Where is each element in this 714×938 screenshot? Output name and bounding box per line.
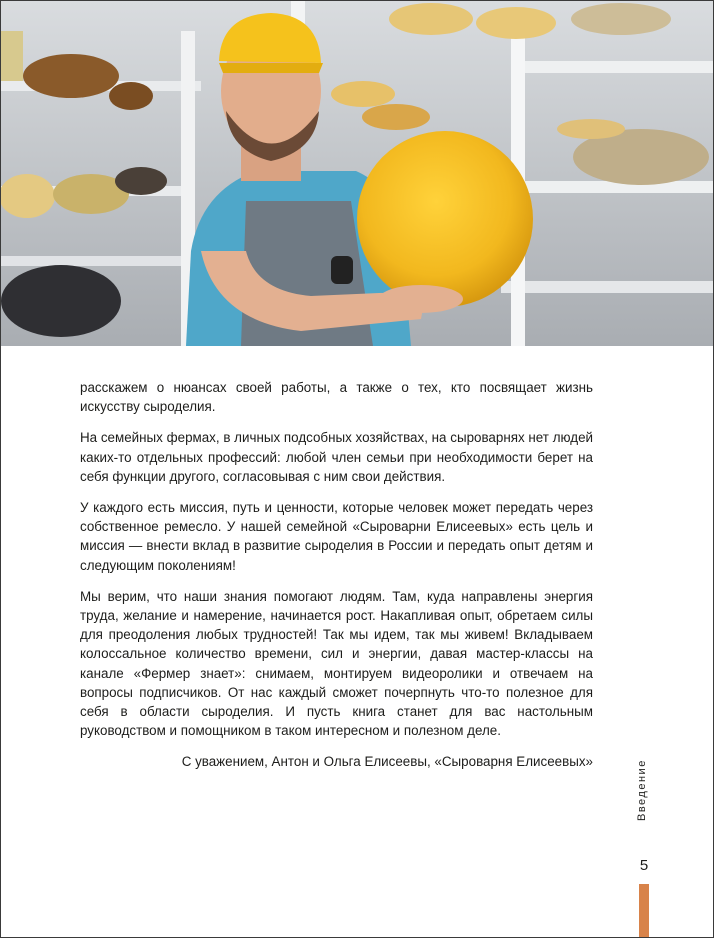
- page-number: 5: [639, 857, 649, 874]
- signature: С уважением, Антон и Ольга Елисеевы, «Сыроварня Елисеевых»: [181, 754, 593, 770]
- paragraph-4: Мы верим, что наши знания помогают людям. Там, куда направлены энергия труда, желание и намерение, начинается рост. Накапливая опыт, обретаем силы для преодоления любых трудностей! Так мы идем, так мы живем! Вкладываем колоссальное количество времени, сил и энергии, давая мастер-классы на канале «Фермер знает»: снимаем, монтируем видеоролики и отвечаем на вопросы подписчиков. От нас каждый сможет почерпнуть что-то полезное для себя в области сыроделия. И пусть книга станет для вас настольным руководством и помощником в таком интересном и полезном деле.: [80, 588, 593, 739]
- paragraph-3: У каждого есть миссия, путь и ценности, которые человек может передать через собственное ремесло. У нашей семейной «Сыроварни Елисеевых» есть цель и миссия — внести вклад в развитие сыроделия в России и передать опыт детям и следующим поколениям!: [80, 500, 593, 573]
- cover-photo: [1, 1, 713, 346]
- section-label: Введение: [636, 759, 648, 821]
- paragraph-1: расскажем о нюансах своей работы, а также о тех, кто посвящает жизнь искусству сыроделия.: [80, 380, 593, 415]
- page-accent-tab: [639, 884, 649, 937]
- paragraph-2: На семейных фермах, в личных подсобных хозяйствах, на сыроварнях нет людей каких-то отдельных профессий: любой член семьи при необходимости берет на себя функции другого, согласовывая с ним свои действия.: [80, 430, 593, 484]
- intro-text-block: [80, 378, 593, 784]
- cheesemaker-photo-illustration: [1, 1, 713, 346]
